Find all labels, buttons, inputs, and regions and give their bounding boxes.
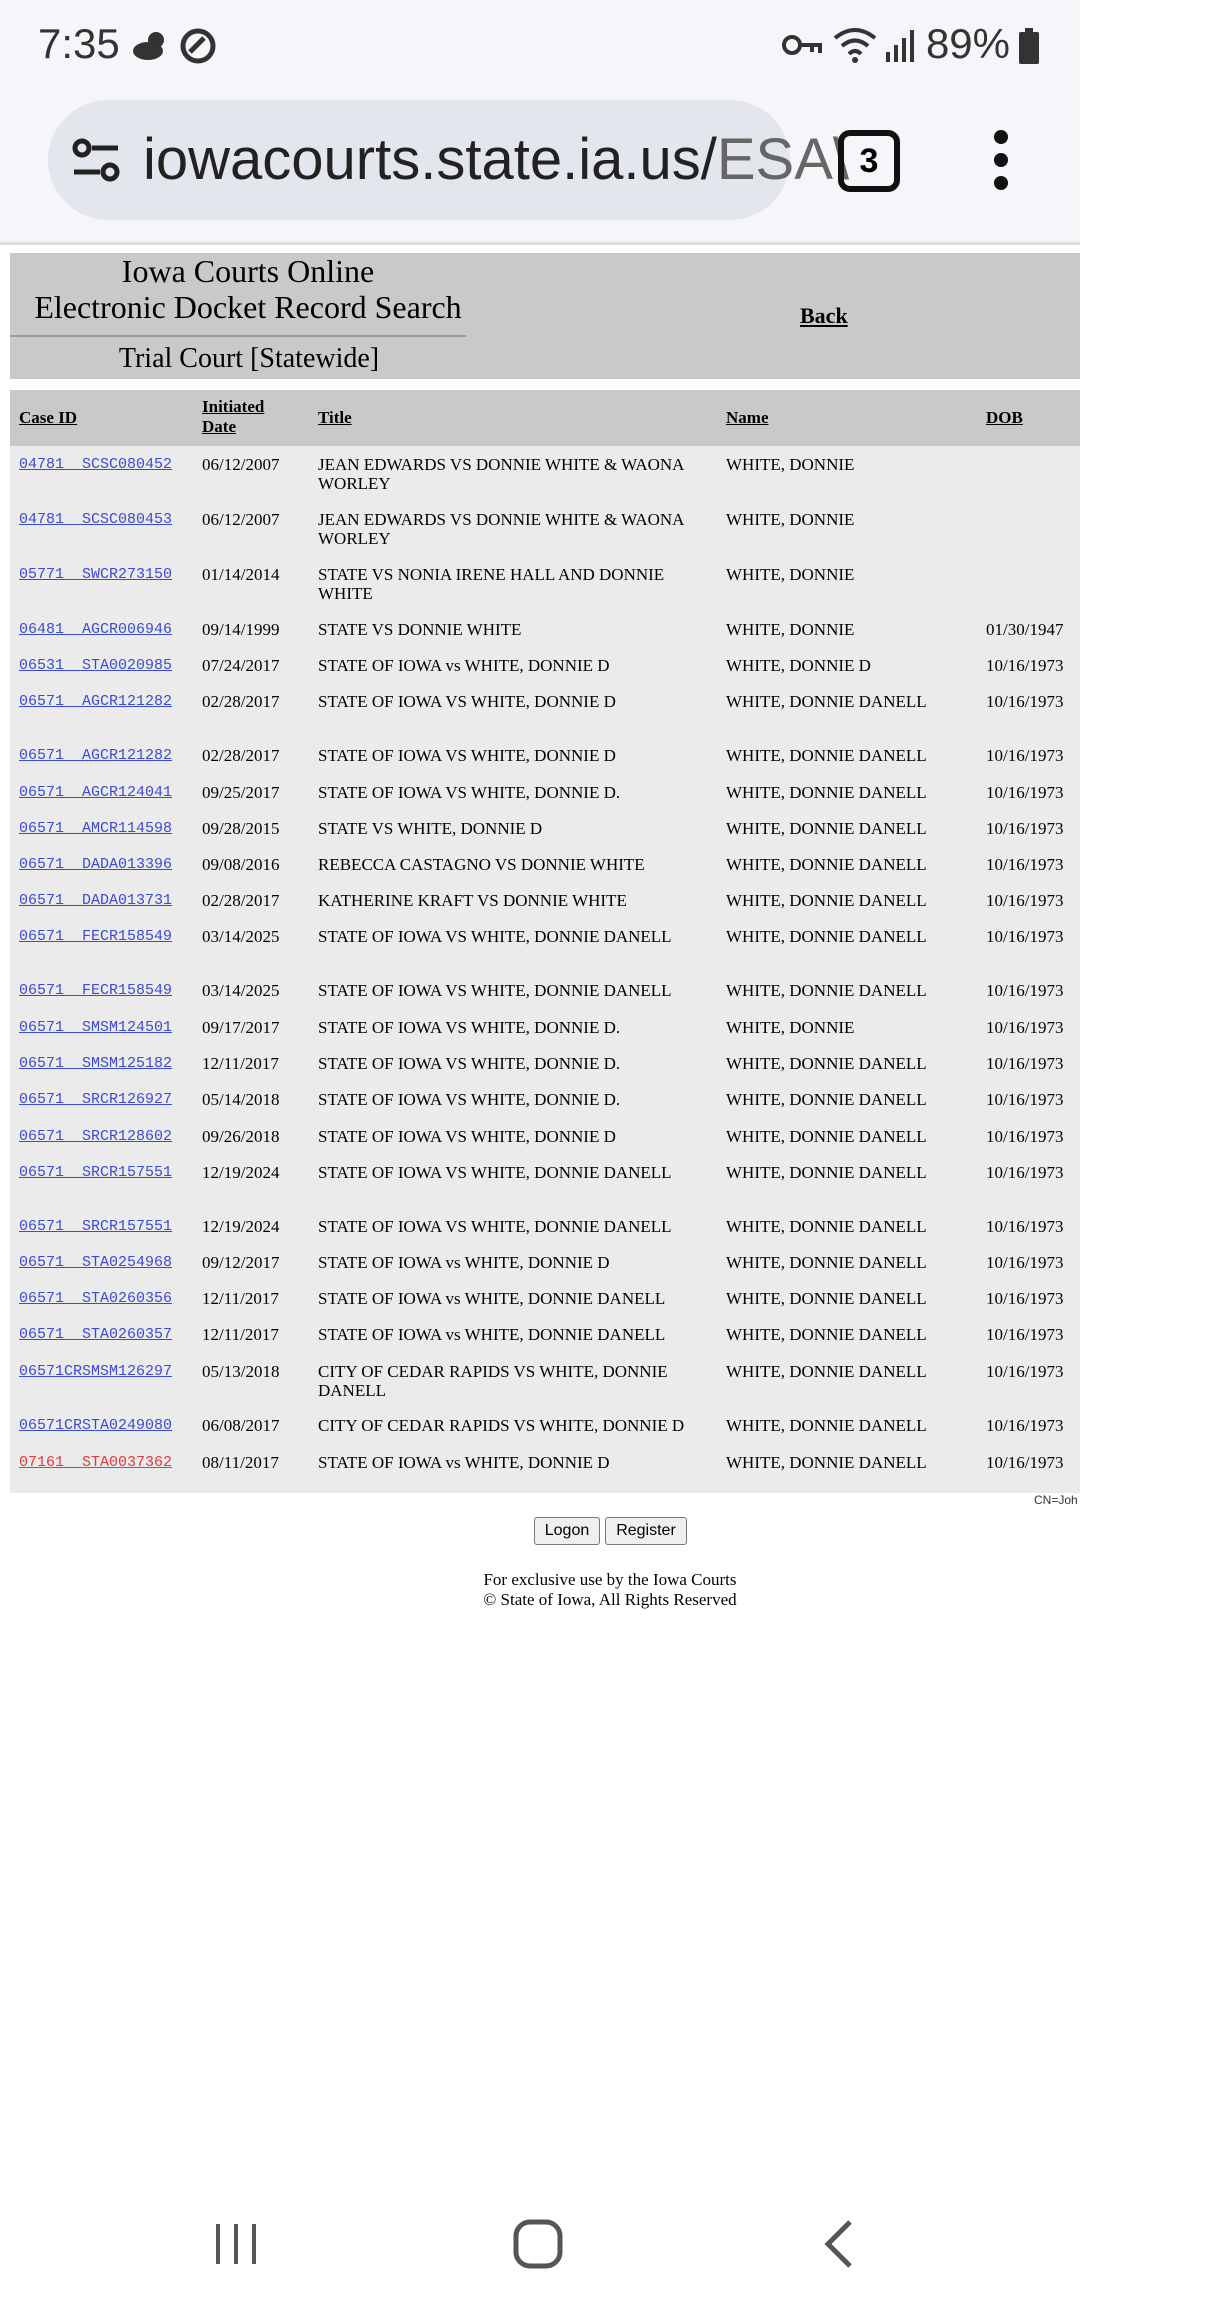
col-header-initiated-date[interactable]: Initiated Date xyxy=(202,397,265,436)
party-name: WHITE, DONNIE D xyxy=(726,656,871,675)
case-title: STATE OF IOWA VS WHITE, DONNIE D xyxy=(318,1127,616,1146)
back-link[interactable]: Back xyxy=(800,303,848,328)
date-of-birth: 10/16/1973 xyxy=(986,1127,1064,1146)
case-title: STATE OF IOWA VS WHITE, DONNIE D. xyxy=(318,783,621,802)
case-title: CITY OF CEDAR RAPIDS VS WHITE, DONNIE DANELL xyxy=(318,1362,668,1400)
page-title-line1: Iowa Courts Online xyxy=(121,253,375,289)
party-name: WHITE, DONNIE DANELL xyxy=(726,692,927,711)
case-id-link[interactable]: 06571 AMCR114598 xyxy=(19,820,173,837)
initiated-date: 06/12/2007 xyxy=(202,455,280,474)
initiated-date: 09/12/2017 xyxy=(202,1253,280,1272)
case-title: STATE OF IOWA vs WHITE, DONNIE D xyxy=(318,656,610,675)
case-id-link[interactable]: 06571 DADA013396 xyxy=(19,856,173,873)
header-divider xyxy=(10,335,466,337)
party-name: WHITE, DONNIE DANELL xyxy=(726,981,927,1000)
party-name: WHITE, DONNIE DANELL xyxy=(726,1217,927,1236)
status-time: 7:35 xyxy=(38,20,120,67)
date-of-birth: 10/16/1973 xyxy=(986,927,1064,946)
case-title: STATE OF IOWA VS WHITE, DONNIE DANELL xyxy=(318,927,672,946)
date-of-birth: 10/16/1973 xyxy=(986,1325,1064,1344)
case-title: STATE OF IOWA VS WHITE, DONNIE D xyxy=(318,746,616,765)
system-nav-bar xyxy=(0,2200,1080,2316)
party-name: WHITE, DONNIE DANELL xyxy=(726,1127,927,1146)
initiated-date: 06/12/2007 xyxy=(202,510,280,529)
case-title: STATE OF IOWA VS WHITE, DONNIE DANELL xyxy=(318,981,672,1000)
initiated-date: 02/28/2017 xyxy=(202,891,280,910)
sync-icon xyxy=(178,26,218,66)
case-title: STATE VS NONIA IRENE HALL AND DONNIE WHITE xyxy=(318,565,665,603)
initiated-date: 08/11/2017 xyxy=(202,1453,279,1472)
party-name: WHITE, DONNIE DANELL xyxy=(726,746,927,765)
results-table xyxy=(10,390,1080,1493)
initiated-date: 12/11/2017 xyxy=(202,1289,279,1308)
case-id-link[interactable]: 06571 SMSM124501 xyxy=(19,1019,173,1036)
case-id-link[interactable]: 06571 SRCR126927 xyxy=(19,1091,173,1108)
date-of-birth: 10/16/1973 xyxy=(986,746,1064,765)
case-id-link[interactable]: 06481 AGCR006946 xyxy=(19,621,173,638)
date-of-birth: 10/16/1973 xyxy=(986,855,1064,874)
col-header-name[interactable]: Name xyxy=(726,408,769,427)
case-title: KATHERINE KRAFT VS DONNIE WHITE xyxy=(318,891,627,910)
case-id-link[interactable]: 06571 FECR158549 xyxy=(19,982,173,999)
party-name: WHITE, DONNIE DANELL xyxy=(726,927,927,946)
initiated-date: 09/08/2016 xyxy=(202,855,280,874)
date-of-birth: 10/16/1973 xyxy=(986,1453,1064,1472)
case-id-link[interactable]: 06571 SRCR128602 xyxy=(19,1128,173,1145)
case-title: STATE VS WHITE, DONNIE D xyxy=(318,819,543,838)
initiated-date: 03/14/2025 xyxy=(202,981,280,1000)
party-name: WHITE, DONNIE xyxy=(726,565,855,584)
date-of-birth: 10/16/1973 xyxy=(986,819,1064,838)
case-id-link[interactable]: 06571 AGCR121282 xyxy=(19,747,173,764)
battery-percent: 89% xyxy=(925,20,1010,67)
footer-copyright: © State of Iowa, All Rights Reserved xyxy=(483,1590,737,1609)
case-title: STATE OF IOWA VS WHITE, DONNIE DANELL xyxy=(318,1217,672,1236)
initiated-date: 09/17/2017 xyxy=(202,1018,280,1037)
col-header-title[interactable]: Title xyxy=(318,408,352,427)
site-settings-icon[interactable] xyxy=(72,138,120,182)
browser-toolbar xyxy=(0,92,1080,245)
table-header xyxy=(10,390,1080,446)
date-of-birth: 10/16/1973 xyxy=(986,692,1064,711)
page-subtitle: Trial Court [Statewide] xyxy=(118,343,380,374)
party-name: WHITE, DONNIE DANELL xyxy=(726,891,927,910)
vpn-key-icon xyxy=(782,32,822,58)
date-of-birth: 10/16/1973 xyxy=(986,1416,1064,1435)
case-id-link[interactable]: 06571 STA0254968 xyxy=(19,1254,173,1271)
initiated-date: 07/24/2017 xyxy=(202,656,280,675)
case-title: STATE OF IOWA VS WHITE, DONNIE D. xyxy=(318,1018,621,1037)
address-bar[interactable] xyxy=(48,100,849,220)
initiated-date: 12/11/2017 xyxy=(202,1325,279,1344)
case-title: STATE OF IOWA VS WHITE, DONNIE DANELL xyxy=(318,1163,672,1182)
date-of-birth: 10/16/1973 xyxy=(986,1090,1064,1109)
party-name: WHITE, DONNIE xyxy=(726,455,855,474)
party-name: WHITE, DONNIE xyxy=(726,620,855,639)
case-title: STATE OF IOWA vs WHITE, DONNIE DANELL xyxy=(318,1289,666,1308)
tab-switcher-button[interactable]: 3 xyxy=(838,130,900,192)
initiated-date: 02/28/2017 xyxy=(202,746,280,765)
party-name: WHITE, DONNIE DANELL xyxy=(726,783,927,802)
status-bar xyxy=(0,0,1080,92)
case-id-link[interactable]: 07161 STA0037362 xyxy=(19,1454,173,1471)
date-of-birth: 10/16/1973 xyxy=(986,981,1064,1000)
case-id-link[interactable]: 06571 SMSM125182 xyxy=(19,1055,173,1072)
case-id-link[interactable]: 06571 AGCR124041 xyxy=(19,784,173,801)
party-name: WHITE, DONNIE DANELL xyxy=(726,1416,927,1435)
url-text[interactable] xyxy=(143,126,849,193)
party-name: WHITE, DONNIE DANELL xyxy=(726,1253,927,1272)
date-of-birth: 10/16/1973 xyxy=(986,1362,1064,1381)
case-id-link[interactable]: 06571CRSMSM126297 xyxy=(19,1363,173,1380)
back-icon[interactable] xyxy=(820,2218,860,2270)
col-header-case-id[interactable]: Case ID xyxy=(19,408,78,427)
recent-apps-icon[interactable] xyxy=(212,2220,260,2268)
initiated-date: 01/14/2014 xyxy=(202,565,280,584)
party-name: WHITE, DONNIE DANELL xyxy=(726,1090,927,1109)
initiated-date: 02/28/2017 xyxy=(202,692,280,711)
date-of-birth: 10/16/1973 xyxy=(986,891,1064,910)
party-name: WHITE, DONNIE DANELL xyxy=(726,855,927,874)
battery-icon xyxy=(1018,28,1040,64)
case-title: STATE OF IOWA VS WHITE, DONNIE D. xyxy=(318,1090,621,1109)
initiated-date: 12/19/2024 xyxy=(202,1163,280,1182)
case-id-link[interactable]: 06571 DADA013731 xyxy=(19,892,173,909)
case-id-link[interactable]: 04781 SCSC080452 xyxy=(19,456,173,473)
case-id-link[interactable]: 06571 FECR158549 xyxy=(19,928,173,945)
initiated-date: 09/25/2017 xyxy=(202,783,280,802)
page-header xyxy=(10,253,1080,379)
party-name: WHITE, DONNIE DANELL xyxy=(726,1362,927,1381)
case-title: STATE OF IOWA vs WHITE, DONNIE D xyxy=(318,1253,610,1272)
logon-button[interactable]: Logon xyxy=(534,1517,600,1545)
date-of-birth: 10/16/1973 xyxy=(986,1163,1064,1182)
url-tail: ESA\ xyxy=(716,127,849,192)
party-name: WHITE, DONNIE DANELL xyxy=(726,1163,927,1182)
case-id-link[interactable]: 06571 AGCR121282 xyxy=(19,693,173,710)
initiated-date: 12/19/2024 xyxy=(202,1217,280,1236)
wifi-icon xyxy=(832,26,878,64)
initiated-date: 06/08/2017 xyxy=(202,1416,280,1435)
party-name: WHITE, DONNIE DANELL xyxy=(726,1289,927,1308)
party-name: WHITE, DONNIE DANELL xyxy=(726,819,927,838)
case-title: STATE OF IOWA vs WHITE, DONNIE DANELL xyxy=(318,1325,666,1344)
case-title: REBECCA CASTAGNO VS DONNIE WHITE xyxy=(318,855,645,874)
home-icon[interactable] xyxy=(512,2218,564,2270)
case-id-link[interactable]: 06571 SRCR157551 xyxy=(19,1164,173,1181)
page-title xyxy=(18,253,478,325)
case-title: CITY OF CEDAR RAPIDS VS WHITE, DONNIE D xyxy=(318,1416,685,1435)
date-of-birth: 10/16/1973 xyxy=(986,783,1064,802)
case-title: STATE VS DONNIE WHITE xyxy=(318,620,522,639)
date-of-birth: 01/30/1947 xyxy=(986,620,1064,639)
initiated-date: 09/26/2018 xyxy=(202,1127,280,1146)
party-name: WHITE, DONNIE DANELL xyxy=(726,1453,927,1472)
initiated-date: 05/14/2018 xyxy=(202,1090,280,1109)
date-of-birth: 10/16/1973 xyxy=(986,1018,1064,1037)
register-button[interactable]: Register xyxy=(605,1517,687,1545)
case-title: JEAN EDWARDS VS DONNIE WHITE & WAONA WORLEY xyxy=(318,455,684,493)
party-name: WHITE, DONNIE DANELL xyxy=(726,1325,927,1344)
initiated-date: 03/14/2025 xyxy=(202,927,280,946)
case-title: STATE OF IOWA vs WHITE, DONNIE D xyxy=(318,1453,610,1472)
date-of-birth: 10/16/1973 xyxy=(986,1217,1064,1236)
date-of-birth: 10/16/1973 xyxy=(986,1253,1064,1272)
party-name: WHITE, DONNIE xyxy=(726,1018,855,1037)
party-name: WHITE, DONNIE xyxy=(726,510,855,529)
case-id-link[interactable]: 06571CRSTA0249080 xyxy=(19,1417,173,1434)
case-title: STATE OF IOWA VS WHITE, DONNIE D xyxy=(318,692,616,711)
signal-icon xyxy=(884,28,918,62)
case-title: STATE OF IOWA VS WHITE, DONNIE D. xyxy=(318,1054,621,1073)
case-title: JEAN EDWARDS VS DONNIE WHITE & WAONA WORLEY xyxy=(318,510,684,548)
browser-menu-icon[interactable] xyxy=(994,130,1010,199)
case-id-link[interactable]: 06571 SRCR157551 xyxy=(19,1218,173,1235)
cn-label: CN=Joh xyxy=(1034,1493,1078,1507)
initiated-date: 05/13/2018 xyxy=(202,1362,280,1381)
case-id-link[interactable]: 06531 STA0020985 xyxy=(19,657,173,674)
date-of-birth: 10/16/1973 xyxy=(986,1289,1064,1308)
initiated-date: 09/14/1999 xyxy=(202,620,280,639)
footer-exclusive-use: For exclusive use by the Iowa Courts xyxy=(483,1570,737,1589)
party-name: WHITE, DONNIE DANELL xyxy=(726,1054,927,1073)
date-of-birth: 10/16/1973 xyxy=(986,656,1064,675)
col-header-dob[interactable]: DOB xyxy=(986,408,1023,427)
case-id-link[interactable]: 06571 STA0260357 xyxy=(19,1326,173,1343)
initiated-date: 12/11/2017 xyxy=(202,1054,279,1073)
case-id-link[interactable]: 05771 SWCR273150 xyxy=(19,566,173,583)
date-of-birth: 10/16/1973 xyxy=(986,1054,1064,1073)
case-id-link[interactable]: 04781 SCSC080453 xyxy=(19,511,173,528)
case-id-link[interactable]: 06571 STA0260356 xyxy=(19,1290,173,1307)
page-title-line2: Electronic Docket Record Search xyxy=(34,289,462,325)
url-main: iowacourts.state.ia.us/ xyxy=(143,127,717,192)
initiated-date: 09/28/2015 xyxy=(202,819,280,838)
weather-icon xyxy=(130,28,172,62)
